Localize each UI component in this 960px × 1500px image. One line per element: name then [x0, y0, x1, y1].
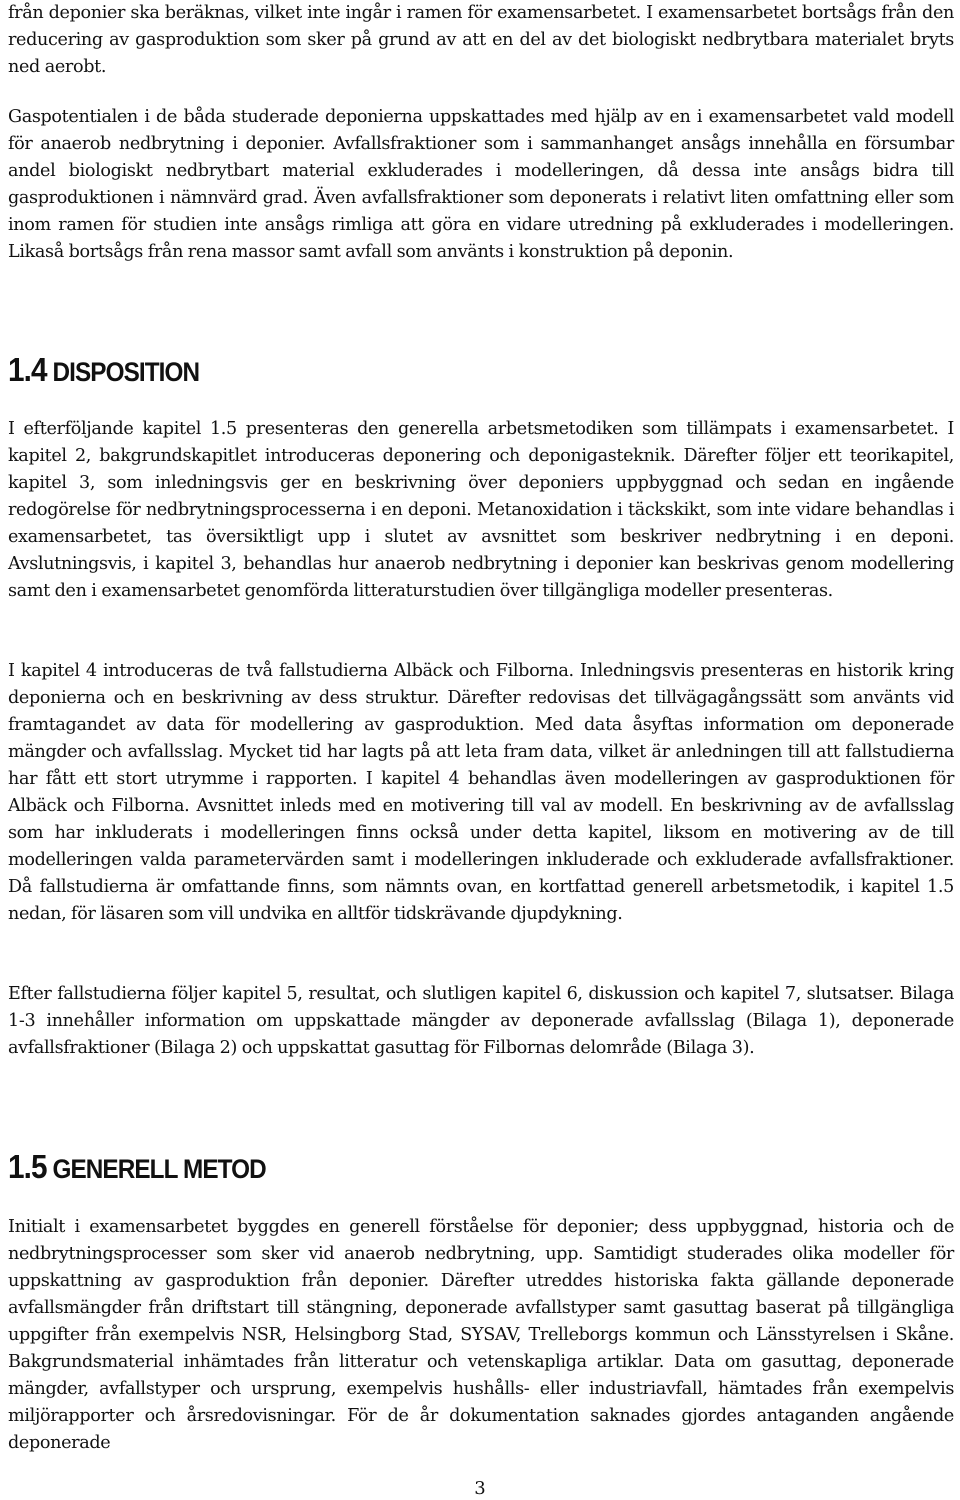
- page-number: 3: [474, 1478, 486, 1499]
- section-heading-disposition: [8, 351, 200, 388]
- paragraph-gaspotential: Gaspotentialen i de båda studerade deponierna uppskattades med hjälp av en i examensarbetet vald modell för anaerob nedbrytning i deponier. Avfallsfraktioner som i sammanhanget ansågs innehålla en försumbar andel biologiskt nedbrytbart material exkluderades i modelleringen, då dessa inte ansågs bidra till gasproduktionen i nämnvärd grad. Även avfallsfraktioner som deponerats i relativt liten omfattning eller som inom ramen för studien inte ansågs rimliga att göra en vidare utredning på exkluderades i modelleringen. Likaså bortsågs från rena massor samt avfall som använts i konstruktion på deponin.: [8, 107, 954, 262]
- paragraph-generell-metod: Initialt i examensarbetet byggdes en generell förståelse för deponier; dess uppbyggnad, historia och de nedbrytningsprocesser som sker vid anaerob nedbrytning, upp. Samtidigt studerades olika modeller för uppskattning av gasproduktion från deponier. Därefter utreddes historiska fakta gällande deponerade avfallsmängder från driftstart till stängning, deponerade avfallstyper samt gasuttag baserat på tillgängliga uppgifter från exempelvis NSR, Helsingborg Stad, SYSAV, Trelleborgs kommun och Länsstyrelsen i Skåne. Bakgrundsmaterial inhämtades från litteratur och vetenskapliga artiklar. Data om gasuttag, deponerade mängder, avfallstyper och ursprung, exempelvis hushålls- eller industriavfall, hämtades från exempelvis miljörapporter och årsredovisningar. För de år dokumentation saknades gjordes antaganden angående deponerade: [8, 1217, 954, 1453]
- paragraph-disposition-casestudies: I kapitel 4 introduceras de två fallstudierna Albäck och Filborna. Inledningsvis presenteras en historik kring deponierna och en beskrivning av dess struktur. Därefter redovisas det tillvägagångssätt som använts vid framtagandet av data för modellering av gasproduktion. Med data åsyftas information om deponerade mängder och avfallsslag. Mycket tid har lagts på att leta fram data, vilket är anledningen till att fallstudierna har fått ett stort utrymme i rapporten. I kapitel 4 behandlas även modelleringen av gasproduktionen för Albäck och Filborna. Avsnittet inleds med en motivering till val av modell. En beskrivning av de avfallsslag som har inkluderats i modelleringen finns också under detta kapitel, liksom en motivering av de till modelleringen valda parametervärden samt i modelleringen inkluderade och exkluderade avfallsfraktioner. Då fallstudierna är omfattande finns, som nämnts ovan, en kortfattad generell arbetsmetodik, i kapitel 1.5 nedan, för läsaren som vill undvika en alltför tidskrävande djupdykning.: [8, 661, 954, 924]
- paragraph-disposition-results: Efter fallstudierna följer kapitel 5, resultat, och slutligen kapitel 6, diskussion och kapitel 7, slutsatser. Bilaga 1-3 innehåller information om uppskattade mängder av deponerade avfallsslag (Bilaga 1), deponerade avfallsfraktioner (Bilaga 2) och uppskattat gasuttag för Filbornas delområde (Bilaga 3).: [8, 984, 954, 1058]
- section-number: 1.4: [8, 351, 47, 388]
- section-title: DISPOSITION: [52, 357, 200, 387]
- paragraph-disposition-chapters: I efterföljande kapitel 1.5 presenteras den generella arbetsmetodiken som tillämpats i examensarbetet. I kapitel 2, bakgrundskapitlet introduceras deponering och deponigasteknik. Därefter följer ett teorikapitel, kapitel 3, som inledningsvis ger en beskrivning över deponiers uppbyggnad och sedan en ingående redogörelse för nedbrytningsprocesserna i en deponi. Metanoxidation i täckskikt, som inte vidare behandlas i examensarbetet, tas översiktligt upp i slutet av avsnittet som beskriver nedbrytning i en deponi. Avslutningsvis, i kapitel 3, behandlas hur anaerob nedbrytning i deponier kan beskrivas genom modellering samt den i examensarbetet genomförda litteraturstudien över tillgängliga modeller presenteras.: [8, 419, 954, 601]
- paragraph-intro-continuation: från deponier ska beräknas, vilket inte ingår i ramen för examensarbetet. I examensarbetet bortsågs från den reducering av gasproduktion som sker på grund av att en del av det biologiskt nedbrytbara materialet bryts ned aerobt.: [8, 3, 954, 77]
- section-heading-generell-metod: [8, 1148, 266, 1185]
- section-title: GENERELL METOD: [52, 1154, 266, 1184]
- section-number: 1.5: [8, 1148, 47, 1185]
